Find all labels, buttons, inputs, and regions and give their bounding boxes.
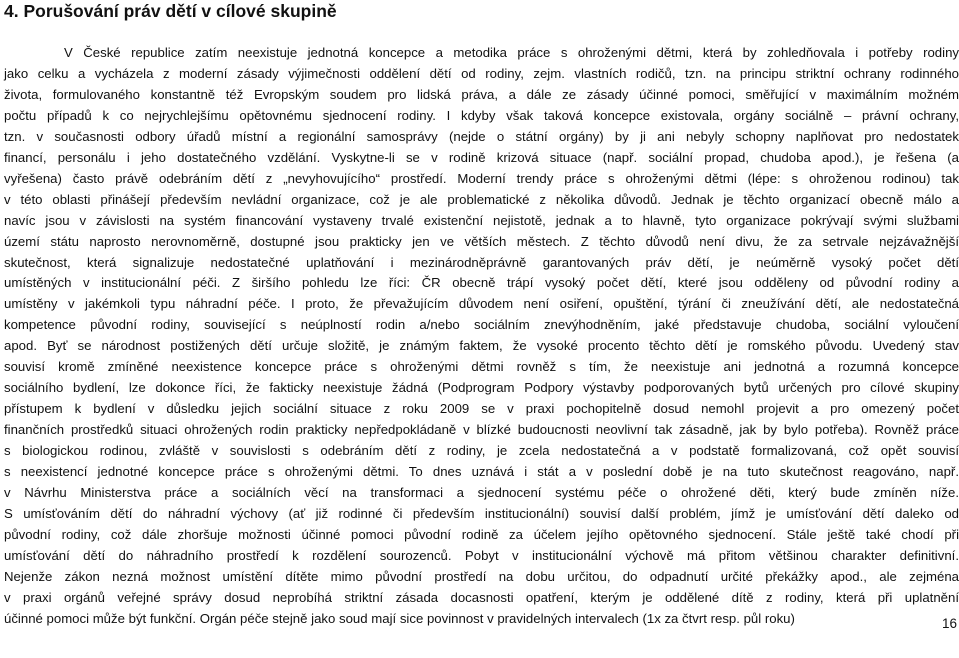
text-line: financí, personálu i jeho dostatečného vzdělání. Vyskytne-li se v rodině krizová situace (např. sociální propad, chudoba apod.), je řešena (a [4,149,959,165]
text-line: v praxi orgánů veřejné správy dosud neprobíhá striktní zásada docasnosti opatření, kterým je oddělené dítě z rodiny, která při uplatnění [4,589,959,605]
text-line: souvisí kromě zmíněné neexistence koncepce práce s ohroženými dětmi rovněž s tím, že neexistuje ani jednotná a rozumná koncepce [4,359,959,375]
text-line: S umísťováním dětí do náhradní výchovy (ať již rodinné či především institucionální) souvisí další problém, jímž je umísťování dětí daleko od [4,505,959,521]
text-line: s neexistencí jednotné koncepce práce s ohroženými dětmi. To dnes uznává i stát a v poslední době je na tuto skutečnost reagováno, např. [4,464,959,480]
text-line: tzn. v současnosti odbory úřadů místní a regionální samosprávy (nejde o státní orgány) by ji ani nebyly schopny naplňovat pro nedostatek [4,128,959,144]
text-line: finančních prostředků situaci ohrožených rodin prakticky nepředpokládaně v blízké budoucnosti neovlivní tak zásadně, jak by bylo potřeba). Rovněž práce [4,422,959,438]
text-line: kompetence původní rodiny, související s neúplností rodin a/nebo sociálním znevýhodněním, jaké představuje chudoba, sociální vyloučení [4,317,959,333]
text-line: umístěny v jakémkoli typu náhradní péče. I proto, že převažujícím důvodem není osiření, opuštění, týrání či zneužívání dětí, ale nedostatečná [4,296,959,312]
text-line: života, formulovaného konstantně též Evropským soudem pro lidská práva, a dále ze zásady účinné pomoci, směřující v maximálním možném [4,86,959,102]
text-line: sociálního bydlení, lze dokonce říci, že fakticky neexistuje žádná (Podprogram Podpory výstavby podporovaných bytů určených pro cílové skupiny [4,380,959,396]
text-line: v Návrhu Ministerstva práce a sociálních věcí na transformaci a sjednocení systému péče o ohrožené děti, který bude zmíněn níže. [4,485,959,501]
text-line: přístupem k bydlení v důsledku jejich sociální situace z roku 2009 se v praxi pochopitelně dosud nemohl projevit a pro omezený počet [4,401,959,417]
text-line: s biologickou rodinou, zvláště v souvislosti s odebráním dětí z rodiny, je zcela nedostatečná a v podstatě formalizovaná, což opět souvisí [4,443,959,459]
body-paragraph [4,43,959,630]
text-line: Nejenže zákon nezná možnost umístění dítěte mimo původní prostředí na dobu určitou, do odpadnutí určité překážky apod., ale zejména [4,568,959,584]
text-line: navíc jsou v závislosti na systém financování vystaveny trvalé existenční nejistotě, jednak a to hlavně, tyto organizace pokrývají svými službami [4,212,959,228]
text-line: v této oblasti přinášejí především nevládní organizace, což je ale problematické z několika důvodů. Jednak je těchto organizací obecně málo a [4,191,959,207]
page-number: 16 [941,616,957,631]
text-line: umísťování dětí do náhradního prostředí k rozdělení sourozenců. Pobyt v institucionální výchově má přitom většinou charakter definitivní. [4,547,959,563]
section-heading: 4. Porušování práv dětí v cílové skupině [4,1,337,21]
text-line: účinné pomoci může být funkční. Orgán péče stejně jako soud mají sice povinnost v pravidelných intervalech (1x za čtvrt resp. půl roku) [4,610,795,626]
text-line: apod. Byť se národnost postižených dětí určuje složitě, je známým faktem, že vysoké procento těchto dětí je romského původu. Uvedený stav [4,338,959,354]
text-line: V České republice zatím neexistuje jednotná koncepce a metodika práce s ohroženými dětmi, která by zohledňovala i potřeby rodiny [64,45,959,60]
text-line: vyřešena) často právě odebráním dětí z „nevyhovujícího“ prostředí. Moderní trendy práce s ohroženými dětmi (lépe: s ohroženou rodinou) tak [4,170,959,186]
text-line: jako celku a vycházela z moderní zásady výjimečnosti oddělení dětí od rodiny, zejm. vlastních rodičů, tzn. na principu striktní ochrany rodinného [4,65,959,81]
text-line: původní rodiny, což dále zhoršuje možnosti účinné pomoci původní rodině za účelem jejího opětovného sjednocení. Stále ještě také chodí při [4,526,959,542]
text-line: umístěných v institucionální péči. Z širšího pohledu lze říci: ČR obecně trápí vysoký počet dětí, které jsou odděleny od původní rodiny a [4,275,959,291]
text-line: území státu naprosto nerovnoměrně, dostupné jsou prakticky jen ve větších městech. Z těchto důvodů není divu, že za setrvale nejzávažnější [4,233,959,249]
text-line: skutečnost, která signalizuje nedostatečné uplatňování i mezinárodněprávně garantovaných práv dětí, je neúměrně vysoký počet dětí [4,254,959,270]
text-line: počtu případů k co nejrychlejšímu opětovnému sjednocení rodiny. I kdyby však taková koncepce existovala, orgány sociálně – právní ochrany, [4,107,959,123]
